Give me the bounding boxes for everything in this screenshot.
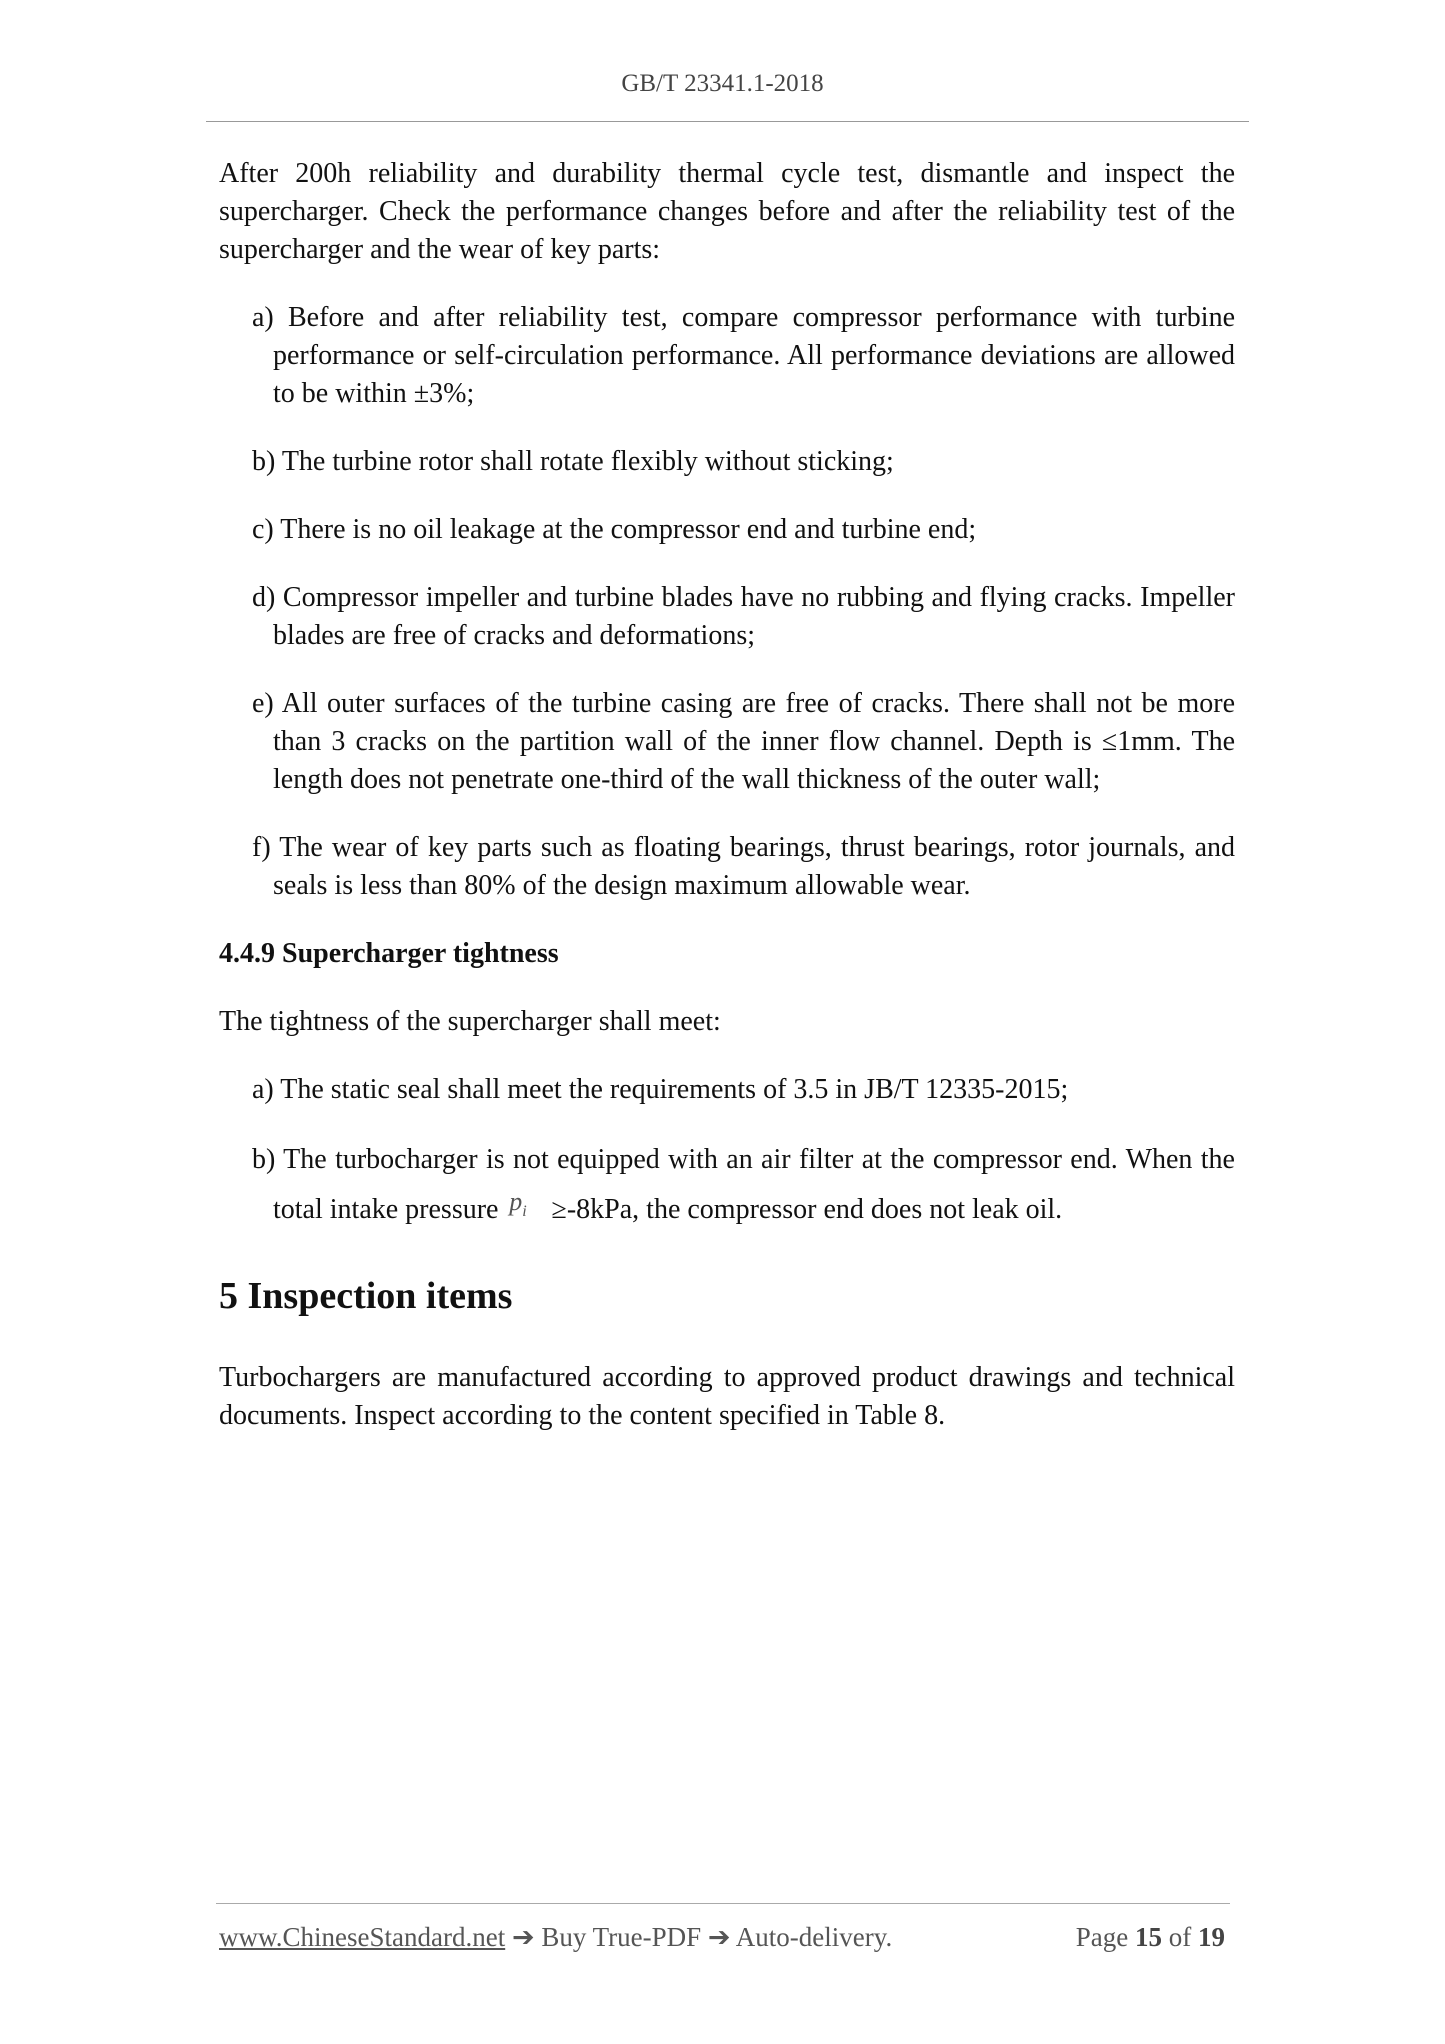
list-item: f) The wear of key parts such as floating bearings, thrust bearings, rotor journals, and seals is less than 80% of the design maximum allowable wear.: [252, 832, 1235, 901]
page-total: 19: [1198, 1922, 1225, 1952]
footer-promo: [219, 1922, 892, 1953]
intro-paragraph: After 200h reliability and durability thermal cycle test, dismantle and inspect the supercharger. Check the performance changes before and after the reliability test of the supercharger and the wear of key parts:: [219, 158, 1235, 265]
page-number: 15: [1135, 1922, 1162, 1952]
section-449-lead: The tightness of the supercharger shall meet:: [219, 1006, 721, 1037]
page-label: Page: [1075, 1922, 1129, 1952]
section-heading-5: 5 Inspection items: [219, 1275, 513, 1318]
list-item: a) The static seal shall meet the requirements of 3.5 in JB/T 12335-2015;: [252, 1074, 1069, 1105]
list-item: b) The turbine rotor shall rotate flexibly without sticking;: [252, 446, 894, 477]
list-item: e) All outer surfaces of the turbine casing are free of cracks. There shall not be more than 3 cracks on the partition wall of the inner flow channel. Depth is ≤1mm. The length does not penetrate one-third of the wall thickness of the outer wall;: [252, 688, 1235, 795]
list-item-with-formula: [252, 1139, 1235, 1233]
item-b-text-1: b) The turbocharger is not equipped with an air filter at the compressor end. When the total intake pressure: [252, 1144, 1235, 1225]
pressure-symbol: [505, 1181, 551, 1233]
footer-divider: [216, 1903, 1230, 1904]
arrow-right-icon: ➔: [511, 1922, 535, 1952]
header-divider: [206, 121, 1249, 122]
arrow-right-icon: ➔: [707, 1922, 731, 1952]
document-header: GB/T 23341.1-2018: [621, 70, 824, 97]
section-5-text: Turbochargers are manufactured according to approved product drawings and technical documents. Inspect according to the content specified in Table 8.: [219, 1362, 1235, 1432]
item-b-text-2: ≥-8kPa, the compressor end does not leak oil.: [551, 1194, 1063, 1225]
symbol-subscript: i: [522, 1203, 527, 1221]
auto-delivery-text: Auto-delivery.: [735, 1922, 893, 1952]
list-item: d) Compressor impeller and turbine blades have no rubbing and flying cracks. Impeller blades are free of cracks and deformations;: [252, 582, 1235, 651]
of-label: of: [1168, 1922, 1192, 1952]
page-content: [219, 155, 1235, 1465]
website-link[interactable]: www.ChineseStandard.net: [219, 1922, 506, 1952]
list-item: a) Before and after reliability test, compare compressor performance with turbine performance or self-circulation performance. All performance deviations are allowed to be within ±3%;: [252, 302, 1235, 409]
page-indicator: [1076, 1922, 1225, 1953]
section-heading-449: 4.4.9 Supercharger tightness: [219, 938, 559, 969]
symbol-p: p: [509, 1187, 523, 1216]
list-item: c) There is no oil leakage at the compressor end and turbine end;: [252, 514, 977, 545]
buy-pdf-text: Buy True-PDF: [541, 1922, 702, 1952]
